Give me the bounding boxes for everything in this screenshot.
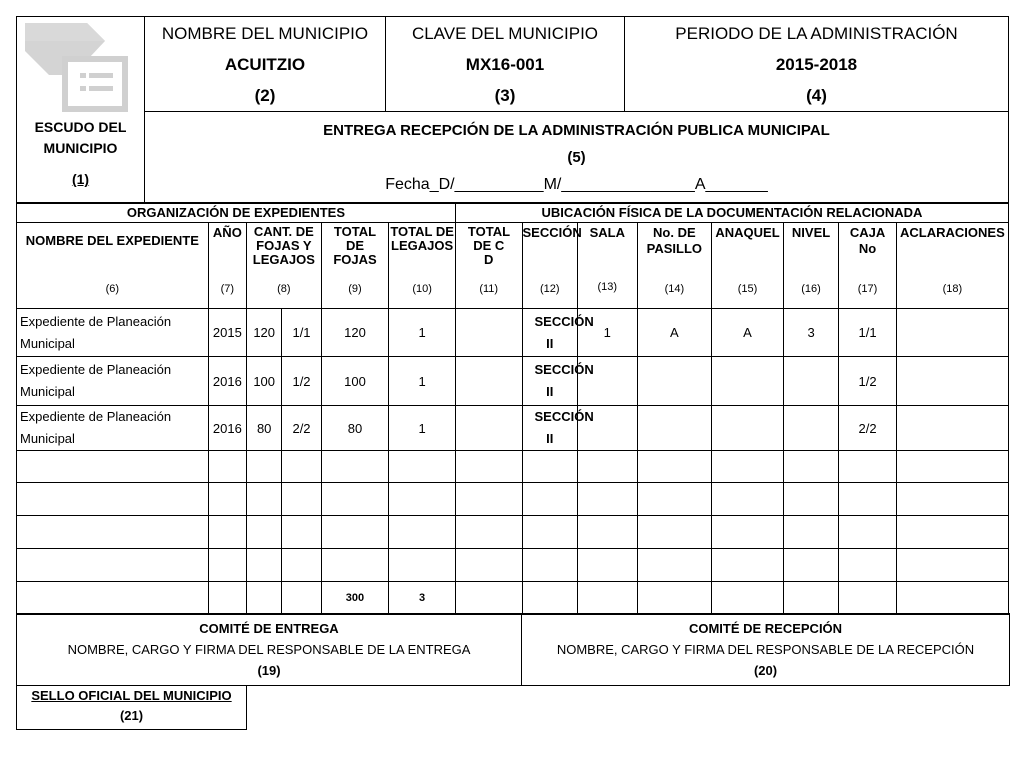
col-total-cd: TOTAL DE C D (11) xyxy=(455,223,522,309)
cell-total-cd xyxy=(455,406,522,451)
cell-total-fojas: 120 xyxy=(321,309,389,357)
fecha-line: Fecha_D/__________M/_______________A_______ xyxy=(385,176,768,193)
empty-row xyxy=(17,549,1009,582)
col-pasillo: No. DE PASILLO (14) xyxy=(637,223,712,309)
cell-nombre: Expediente de Planeación Municipal xyxy=(17,309,209,357)
comite-recepcion-num: (20) xyxy=(753,663,778,678)
cell-anio: 2016 xyxy=(208,357,246,406)
escudo-label: ESCUDO DEL MUNICIPIO xyxy=(34,119,127,156)
clave-cell xyxy=(386,17,625,112)
cell-fojas: 80 xyxy=(247,406,282,451)
cell-nivel: 3 xyxy=(783,309,838,357)
header-table xyxy=(16,16,1009,204)
cell-nivel xyxy=(783,406,838,451)
entrega-cell xyxy=(145,112,1009,204)
cell-fojas: 100 xyxy=(247,357,282,406)
cell-seccion: SECCIÓN II xyxy=(522,309,577,357)
sello-oficial xyxy=(16,685,247,730)
periodo-value: 2015-2018 xyxy=(775,54,858,74)
expedientes-table xyxy=(16,202,1009,615)
sello-num: (21) xyxy=(119,708,144,723)
col-sala: SALA (13) xyxy=(578,223,638,309)
empty-row xyxy=(17,451,1009,483)
table-row xyxy=(17,406,1009,451)
cell-total-cd xyxy=(455,357,522,406)
municipio-cell xyxy=(145,17,386,112)
total-fojas-sum: 300 xyxy=(321,582,389,615)
empty-row xyxy=(17,483,1009,516)
cell-total-legajos: 1 xyxy=(389,357,456,406)
entrega-title: ENTREGA RECEPCIÓN DE LA ADMINISTRACIÓN PUBLICA MUNICIPAL xyxy=(323,122,830,139)
municipio-title: NOMBRE DEL MUNICIPIO xyxy=(161,23,369,43)
escudo-cell xyxy=(17,17,145,204)
clave-title: CLAVE DEL MUNICIPIO xyxy=(411,23,599,43)
empty-row xyxy=(17,516,1009,549)
table-row xyxy=(17,357,1009,406)
cell-anio: 2015 xyxy=(208,309,246,357)
cell-nombre: Expediente de Planeación Municipal xyxy=(17,357,209,406)
cell-anaquel: A xyxy=(712,309,784,357)
cell-aclaraciones xyxy=(896,309,1008,357)
cell-aclaraciones xyxy=(896,406,1008,451)
col-total-fojas: TOTAL DE FOJAS (9) xyxy=(321,223,389,309)
cell-caja: 1/2 xyxy=(839,357,897,406)
cell-pasillo: A xyxy=(637,309,712,357)
cell-total-cd xyxy=(455,309,522,357)
comite-recepcion-title: COMITÉ DE RECEPCIÓN xyxy=(688,621,843,636)
col-anio: AÑO (7) xyxy=(208,223,246,309)
clave-num: (3) xyxy=(494,85,516,105)
col-seccion: SECCIÓN (12) xyxy=(522,223,577,309)
cell-caja: 1/1 xyxy=(839,309,897,357)
col-aclaraciones: ACLARACIONES (18) xyxy=(896,223,1008,309)
comite-entrega-title: COMITÉ DE ENTREGA xyxy=(199,621,339,636)
comites-table xyxy=(16,613,1010,686)
entrega-num: (5) xyxy=(567,149,586,166)
section-organizacion: ORGANIZACIÓN DE EXPEDIENTES xyxy=(17,203,456,223)
cell-anio: 2016 xyxy=(208,406,246,451)
cell-pasillo xyxy=(637,406,712,451)
periodo-cell xyxy=(625,17,1009,112)
cell-seccion: SECCIÓN II xyxy=(522,406,577,451)
cell-sala: 1 xyxy=(578,309,638,357)
document-list-icon xyxy=(25,23,129,118)
cell-nivel xyxy=(783,357,838,406)
periodo-title: PERIODO DE LA ADMINISTRACIÓN xyxy=(675,23,958,43)
cell-aclaraciones xyxy=(896,357,1008,406)
col-caja: CAJA No (17) xyxy=(839,223,897,309)
cell-nombre: Expediente de Planeación Municipal xyxy=(17,406,209,451)
sello-title: SELLO OFICIAL DEL MUNICIPIO xyxy=(31,688,232,703)
cell-legajos: 1/2 xyxy=(282,357,321,406)
cell-legajos: 2/2 xyxy=(282,406,321,451)
cell-total-legajos: 1 xyxy=(389,309,456,357)
cell-anaquel xyxy=(712,406,784,451)
col-anaquel: ANAQUEL (15) xyxy=(712,223,784,309)
cell-pasillo xyxy=(637,357,712,406)
col-nombre: NOMBRE DEL EXPEDIENTE (6) xyxy=(17,223,209,309)
column-header-row xyxy=(17,223,1009,309)
comite-recepcion-desc: NOMBRE, CARGO Y FIRMA DEL RESPONSABLE DE LA RECEPCIÓN xyxy=(556,642,975,657)
clave-value: MX16-001 xyxy=(465,54,545,74)
col-nivel: NIVEL (16) xyxy=(783,223,838,309)
municipio-value: ACUITZIO xyxy=(224,54,306,74)
cell-fojas: 120 xyxy=(247,309,282,357)
cell-seccion: SECCIÓN II xyxy=(522,357,577,406)
comite-entrega-num: (19) xyxy=(257,663,281,678)
escudo-num: (1) xyxy=(71,171,90,187)
cell-total-fojas: 100 xyxy=(321,357,389,406)
col-fojas-legajos: CANT. DE FOJAS Y LEGAJOS (8) xyxy=(247,223,322,309)
municipio-num: (2) xyxy=(254,85,276,105)
comite-entrega-cell xyxy=(17,614,522,686)
table-row xyxy=(17,309,1009,357)
col-total-legajos: TOTAL DE LEGAJOS (10) xyxy=(389,223,456,309)
section-ubicacion: UBICACIÓN FÍSICA DE LA DOCUMENTACIÓN RELACIONADA xyxy=(455,203,1008,223)
totals-row xyxy=(17,582,1009,615)
comite-entrega-desc: NOMBRE, CARGO Y FIRMA DEL RESPONSABLE DE LA ENTREGA xyxy=(67,642,471,657)
cell-legajos: 1/1 xyxy=(282,309,321,357)
comite-recepcion-cell xyxy=(522,614,1010,686)
total-legajos-sum: 3 xyxy=(389,582,456,615)
periodo-num: (4) xyxy=(806,85,827,105)
cell-total-fojas: 80 xyxy=(321,406,389,451)
cell-anaquel xyxy=(712,357,784,406)
cell-total-legajos: 1 xyxy=(389,406,456,451)
cell-caja: 2/2 xyxy=(839,406,897,451)
